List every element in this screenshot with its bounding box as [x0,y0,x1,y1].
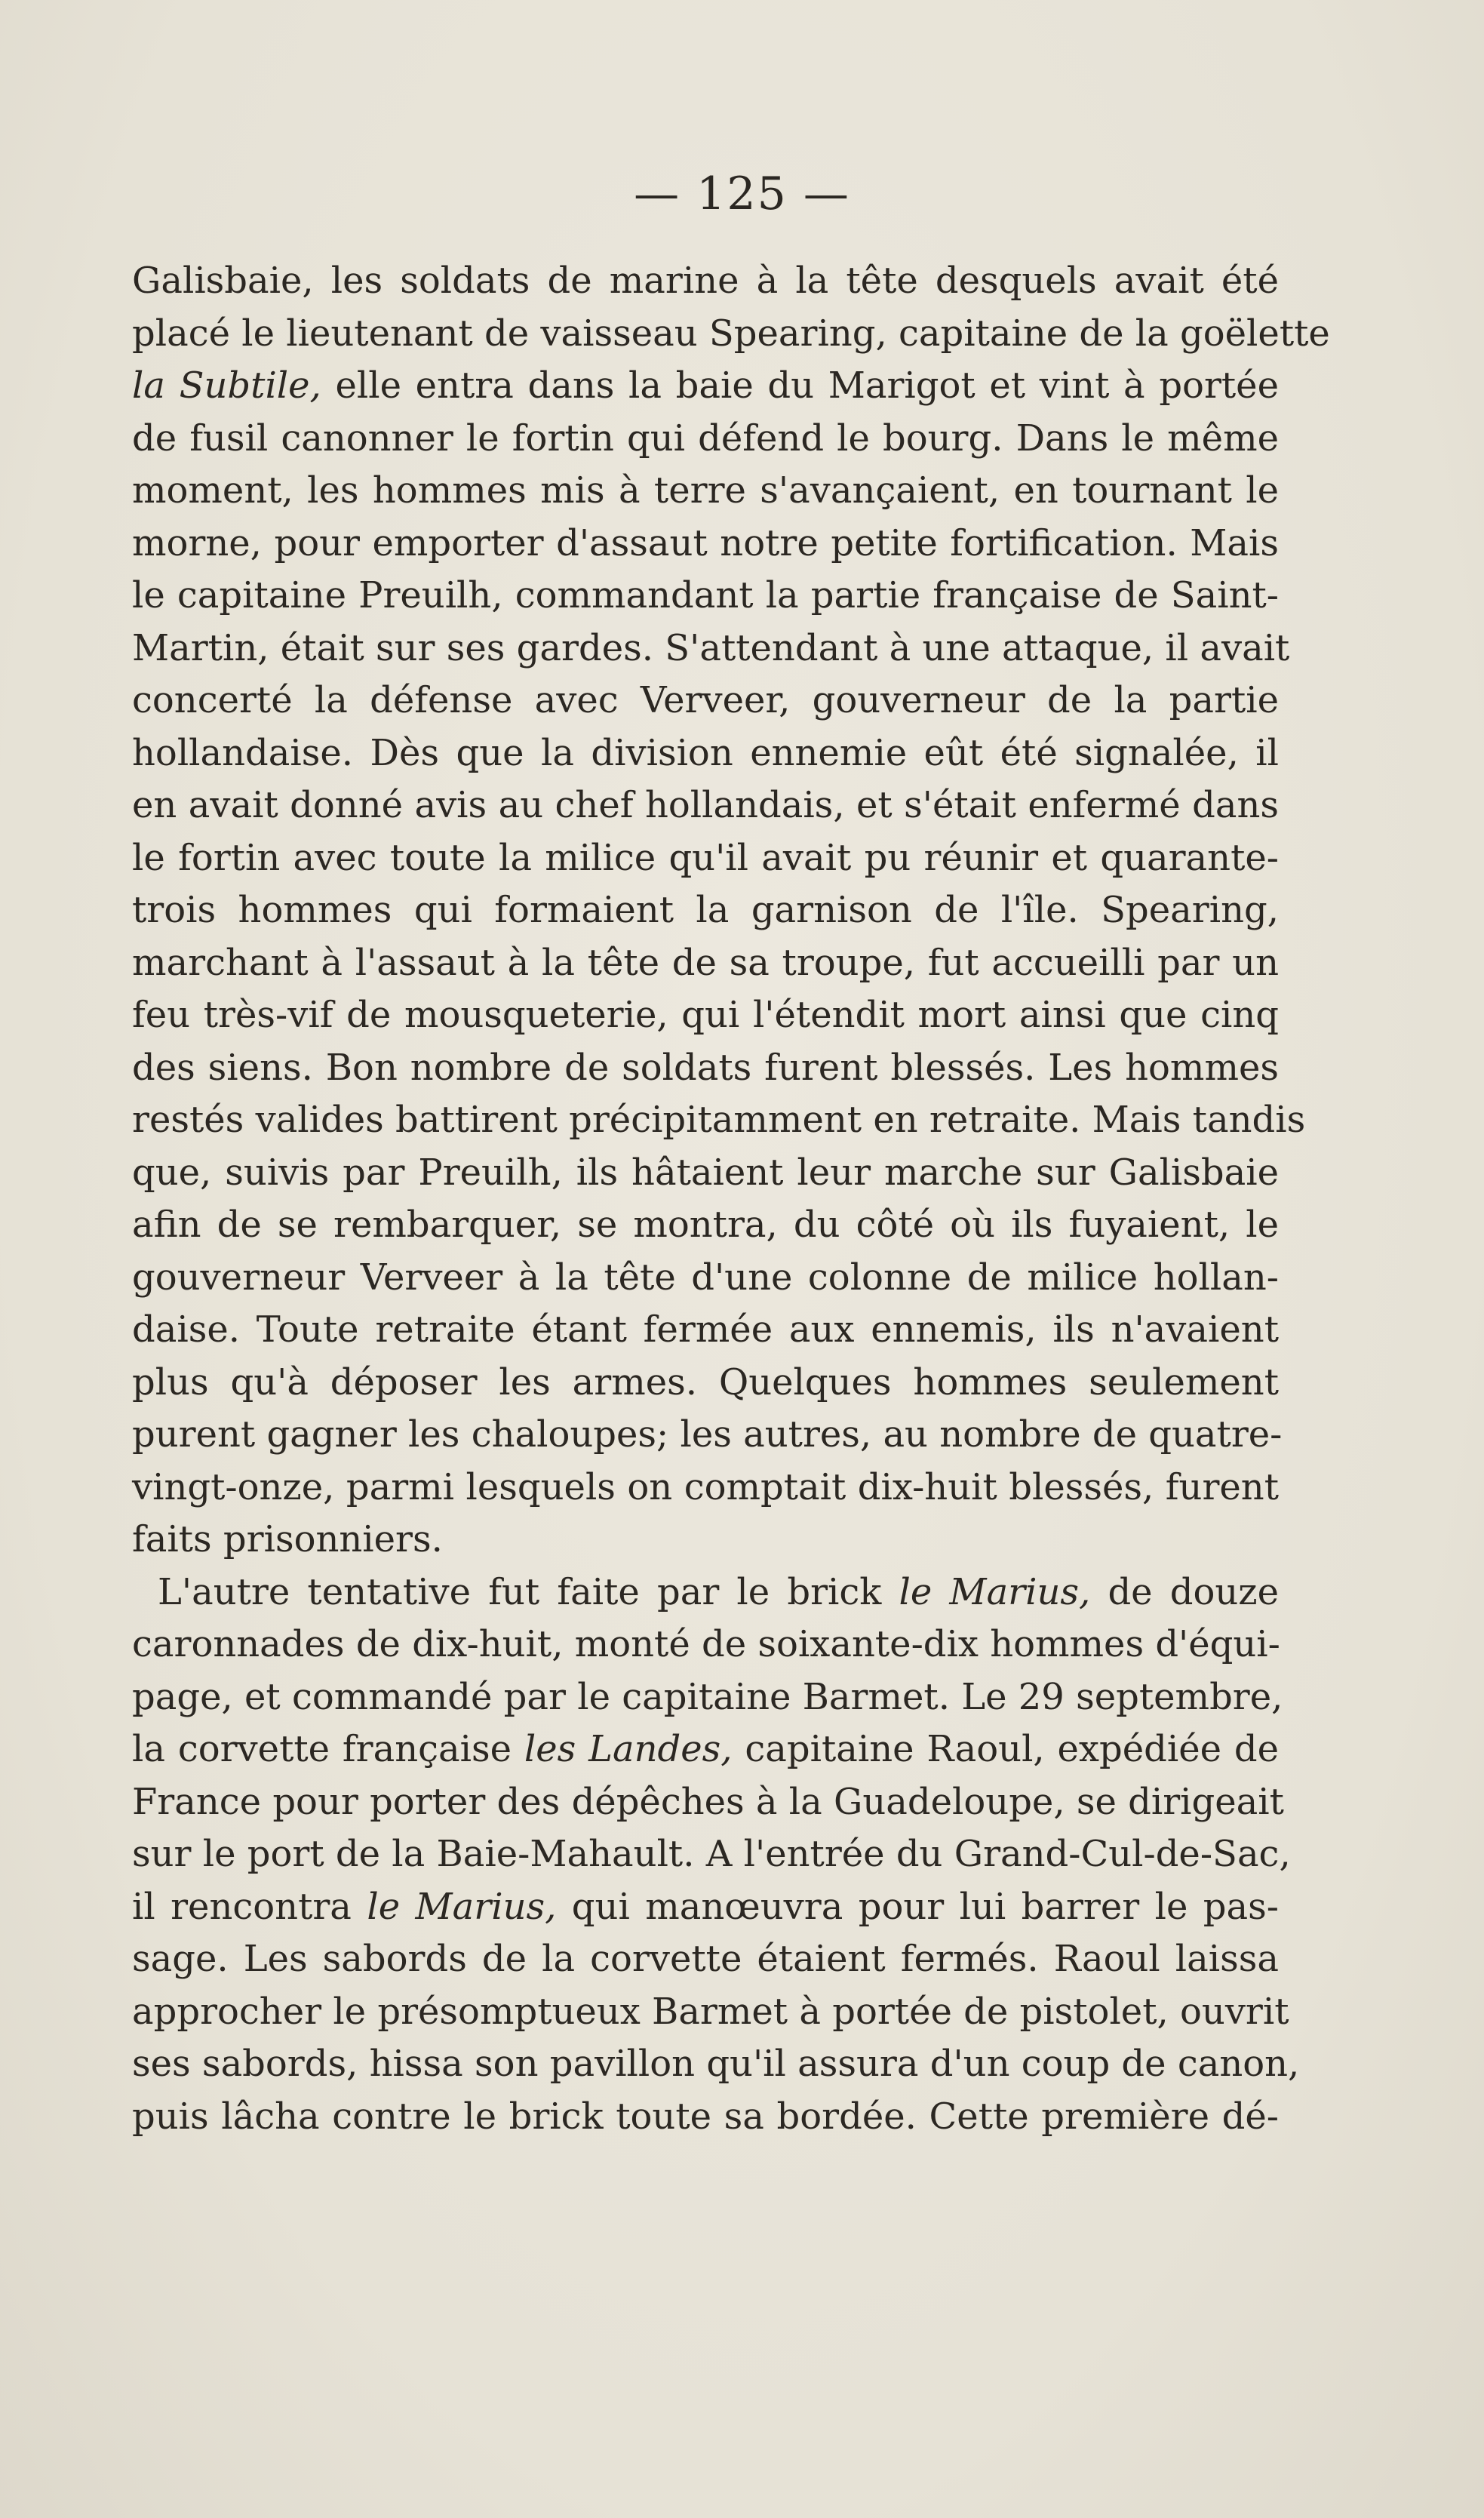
text-segment: Martin, était sur ses gardes. S'attendant à une attaque, il avait [132,626,1290,669]
text-line [132,989,1279,1042]
text-line [132,360,1279,413]
text-line [132,1828,1291,1881]
text-segment: caronnades de dix-huit, monté de soixante-dix hommes d'équi- [132,1623,1280,1665]
text-line [132,1252,1279,1305]
text-line [132,727,1279,780]
text-line [132,1776,1284,1829]
text-segment: page, et commandé par le capitaine Barmet. Le 29 septembre, [132,1675,1283,1718]
italic-segment: le Marius, [367,1885,557,1928]
text-segment: puis lâcha contre le brick toute sa bordée. Cette première dé- [132,2095,1279,2138]
text-line [132,1199,1279,1252]
text-line [132,2038,1300,2091]
text-line [132,1933,1279,1986]
text-segment: de douze [1090,1570,1279,1613]
text-segment: restés valides battirent précipitamment en retraite. Mais tandis [132,1099,1306,1141]
text-line [132,1147,1279,1200]
italic-segment: les Landes, [524,1728,733,1770]
body-text [132,255,1330,2143]
text-segment: sur le port de la Baie-Mahault. A l'entrée du Grand-Cul-de-Sac, [132,1833,1291,1875]
text-line [132,308,1330,361]
text-line [132,884,1279,937]
text-line [132,832,1279,885]
text-line [132,1986,1289,2039]
text-segment: afin de se rembarquer, se montra, du côté où ils fuyaient, le [132,1204,1279,1246]
text-line [132,1357,1279,1410]
text-segment: la corvette française [132,1728,524,1770]
text-segment: le capitaine Preuilh, commandant la partie française de Saint- [132,574,1279,616]
text-line [132,623,1290,675]
text-segment: le fortin avec toute la milice qu'il avait pu réunir et quarante- [132,836,1279,879]
text-segment: sage. Les sabords de la corvette étaient fermés. Raoul laissa [132,1938,1279,1980]
text-segment: elle entra dans la baie du Marigot et vint à portée [321,364,1279,407]
text-line [132,779,1279,832]
text-segment: des siens. Bon nombre de soldats furent blessés. Les hommes [132,1046,1279,1089]
text-segment: feu très-vif de mousqueterie, qui l'étendit mort ainsi que cinq [132,994,1279,1036]
text-line [132,1619,1279,1671]
text-segment: placé le lieutenant de vaisseau Spearing, capitaine de la goëlette [132,312,1330,355]
text-line [132,1409,1283,1462]
text-segment: ses sabords, hissa son pavillon qu'il assura d'un coup de canon, [132,2043,1300,2085]
text-line [132,1094,1306,1147]
text-line [132,1462,1279,1514]
text-segment: gouverneur Verveer à la tête d'une colonne de milice hollan- [132,1256,1279,1299]
italic-segment: la Subtile, [132,364,321,407]
text-segment: en avait donné avis au chef hollandais, et s'était enfermé dans [132,784,1279,826]
text-line [132,413,1279,466]
text-segment: morne, pour emporter d'assaut notre petite fortification. Mais [132,521,1279,564]
text-line [132,465,1279,518]
text-line [132,518,1279,570]
text-line [132,570,1279,623]
text-segment: marchant à l'assaut à la tête de sa troupe, fut accueilli par un [132,941,1279,984]
text-line [132,1881,1279,1934]
text-line [132,1671,1283,1724]
text-line [132,1566,1279,1619]
text-segment: trois hommes qui formaient la garnison de l'île. Spearing, [132,889,1279,931]
text-segment: qui manœuvra pour lui barrer le pas- [556,1885,1280,1928]
text-segment: de fusil canonner le fortin qui défend le bourg. Dans le même [132,417,1279,460]
text-segment: France pour porter des dépêches à la Guadeloupe, se dirigeait [132,1780,1284,1823]
text-segment: vingt-onze, parmi lesquels on comptait dix-huit blessés, furent [132,1465,1279,1508]
text-segment: daise. Toute retraite étant fermée aux ennemis, ils n'avaient [132,1308,1279,1351]
text-segment: purent gagner les chaloupes; les autres, au nombre de quatre- [132,1413,1283,1456]
text-line [132,675,1279,727]
text-segment: faits prisonniers. [132,1518,443,1560]
text-segment: plus qu'à déposer les armes. Quelques hommes seulement [132,1360,1279,1404]
text-line [132,1723,1279,1776]
text-segment: L'autre tentative fut faite par le brick [158,1570,899,1613]
text-segment: il rencontra [132,1885,367,1928]
text-line [132,1514,1279,1566]
text-line [132,1304,1279,1357]
text-segment: hollandaise. Dès que la division ennemie eût été signalée, il [132,731,1279,774]
text-segment: approcher le présomptueux Barmet à portée de pistolet, ouvrit [132,1990,1289,2033]
text-segment: capitaine Raoul, expédiée de [732,1728,1279,1770]
text-segment: Galisbaie, les soldats de marine à la tête desquels avait été [132,260,1279,302]
text-segment: concerté la défense avec Verveer, gouverneur de la partie [132,679,1279,721]
page-number: — 125 — [634,168,850,220]
italic-segment: le Marius, [899,1570,1091,1613]
text-segment: moment, les hommes mis à terre s'avançaient, en tournant le [132,469,1279,512]
text-segment: que, suivis par Preuilh, ils hâtaient leur marche sur Galisbaie [132,1151,1279,1194]
text-line [132,2091,1279,2144]
text-line [132,1042,1279,1095]
text-line [132,255,1279,308]
text-line [132,937,1279,990]
